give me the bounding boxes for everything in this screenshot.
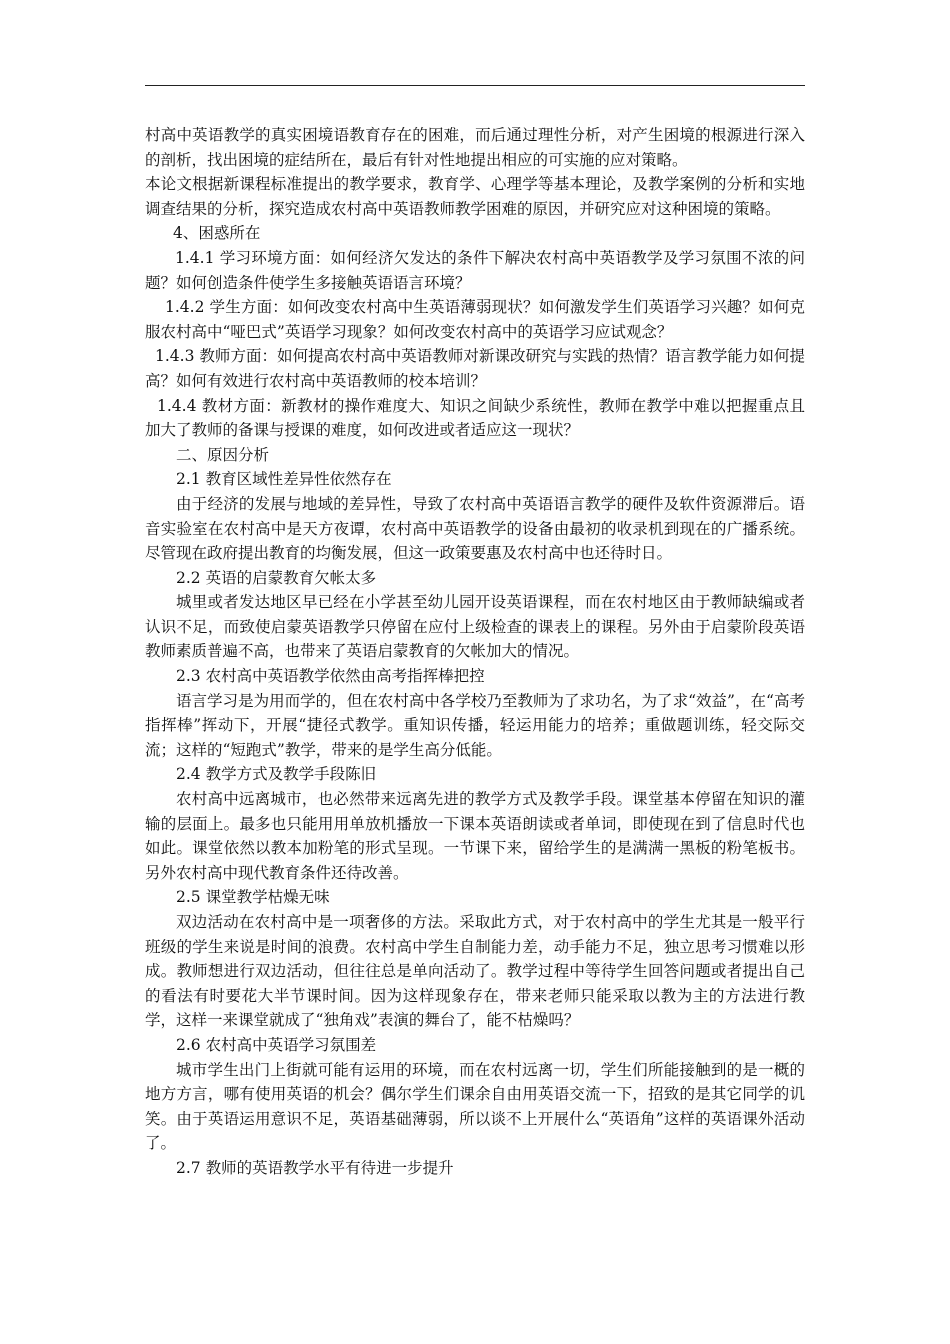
paragraph-2-5: 双边活动在农村高中是一项奢侈的方法。采取此方式，对于农村高中的学生尤其是一般平行班级的学生来说是时间的浪费。农村高中学生自制能力差，动手能力不足，独立思考习惯难以形成。教师想进行双边活动，但往往总是单向活动了。教学过程中等待学生回答问题或者提出自己的看法有时要花大半节课时间。因为这样现象存在，带来老师只能采取以教为主的方法进行教学，这样一来课堂就成了“独角戏”表演的舞台了，能不枯燥吗？: [145, 913, 805, 1030]
header-rule: [145, 85, 805, 86]
subheading-2-2: 2.2 英语的启蒙教育欠帐太多: [176, 568, 377, 587]
document-body: [145, 123, 805, 1181]
subheading-2-5: 2.5 课堂教学枯燥无味: [176, 888, 330, 907]
paragraph-2-4: 农村高中远离城市，也必然带来远离先进的教学方式及教学手段。课堂基本停留在知识的灌输的层面上。最多也只能用用单放机播放一下课本英语朗读或者单词，即使现在到了信息时代也如此。课堂依然以教本加粉笔的形式呈现。一节课下来，留给学生的是满满一黑板的粉笔板书。另外农村高中现代教育条件还待改善。: [145, 790, 805, 882]
paragraph-2-1: 由于经济的发展与地域的差异性，导致了农村高中英语语言教学的硬件及软件资源滞后。语音实验室在农村高中是天方夜谭，农村高中英语教学的设备由最初的收录机到现在的广播系统。尽管现在政府提出教育的均衡发展，但这一政策要惠及农村高中也还待时日。: [145, 494, 805, 563]
subheading-2-4: 2.4 教学方式及教学手段陈旧: [176, 765, 377, 784]
paragraph-2-6: 城市学生出门上街就可能有运用的环境，而在农村远离一切，学生们所能接触到的是一概的地方方言，哪有使用英语的机会？偶尔学生们课余自由用英语交流一下，招致的是其它同学的讥笑。由于英语运用意识不足，英语基础薄弱，所以谈不上开展什么“英语角”这样的英语课外活动了。: [145, 1060, 805, 1153]
paragraph-2-3: 语言学习是为用而学的，但在农村高中各学校乃至教师为了求功名，为了求“效益”，在“高考指挥棒”挥动下，开展“捷径式教学。重知识传播，轻运用能力的培养；重做题训练，轻交际交流；这样的“短跑式”教学，带来的是学生高分低能。: [145, 691, 805, 759]
subheading-2-6: 2.6 农村高中英语学习氛围差: [176, 1035, 377, 1054]
paragraph-intro-continued: 村高中英语教学的真实困境语教育存在的困难，而后通过理性分析，对产生困境的根源进行深入的剖析，找出困境的症结所在，最后有针对性地提出相应的可实施的应对策略。: [145, 126, 805, 169]
section-heading-confusion: 4、困惑所在: [173, 224, 261, 243]
section-heading-cause-analysis: 二、原因分析: [176, 445, 270, 464]
paragraph-thesis-basis: 本论文根据新课程标准提出的教学要求，教育学、心理学等基本理论，及教学案例的分析和实地调查结果的分析，探究造成农村高中英语教师教学困难的原因，并研究应对这种困境的策略。: [145, 175, 805, 218]
paragraph-1-4-4: 1.4.4 教材方面：新教材的操作难度大、知识之间缺少系统性，教师在教学中难以把握重点且加大了教师的备课与授课的难度，如何改进或者适应这一现状？: [145, 396, 805, 440]
paragraph-1-4-1: 1.4.1 学习环境方面：如何经济欠发达的条件下解决农村高中英语教学及学习氛围不浓的问题？如何创造条件使学生多接触英语语言环境？: [145, 248, 805, 292]
subheading-2-7: 2.7 教师的英语教学水平有待进一步提升: [176, 1158, 454, 1177]
subheading-2-3: 2.3 农村高中英语教学依然由高考指挥棒把控: [176, 667, 485, 686]
paragraph-1-4-2: 1.4.2 学生方面：如何改变农村高中生英语薄弱现状？如何激发学生们英语学习兴趣？如何克服农村高中“哑巴式”英语学习现象？如何改变农村高中的英语学习应试观念？: [145, 298, 805, 341]
paragraph-1-4-3: 1.4.3 教师方面：如何提高农村高中英语教师对新课改研究与实践的热情？语言教学能力如何提高？如何有效进行农村高中英语教师的校本培训？: [145, 347, 805, 390]
subheading-2-1: 2.1 教育区域性差异性依然存在: [176, 470, 392, 489]
paragraph-2-2: 城里或者发达地区早已经在小学甚至幼儿园开设英语课程，而在农村地区由于教师缺编或者认识不足，而致使启蒙英语教学只停留在应付上级检查的课表上的课程。另外由于启蒙阶段英语教师素质普遍不高，也带来了英语启蒙教育的欠帐加大的情况。: [145, 593, 805, 661]
